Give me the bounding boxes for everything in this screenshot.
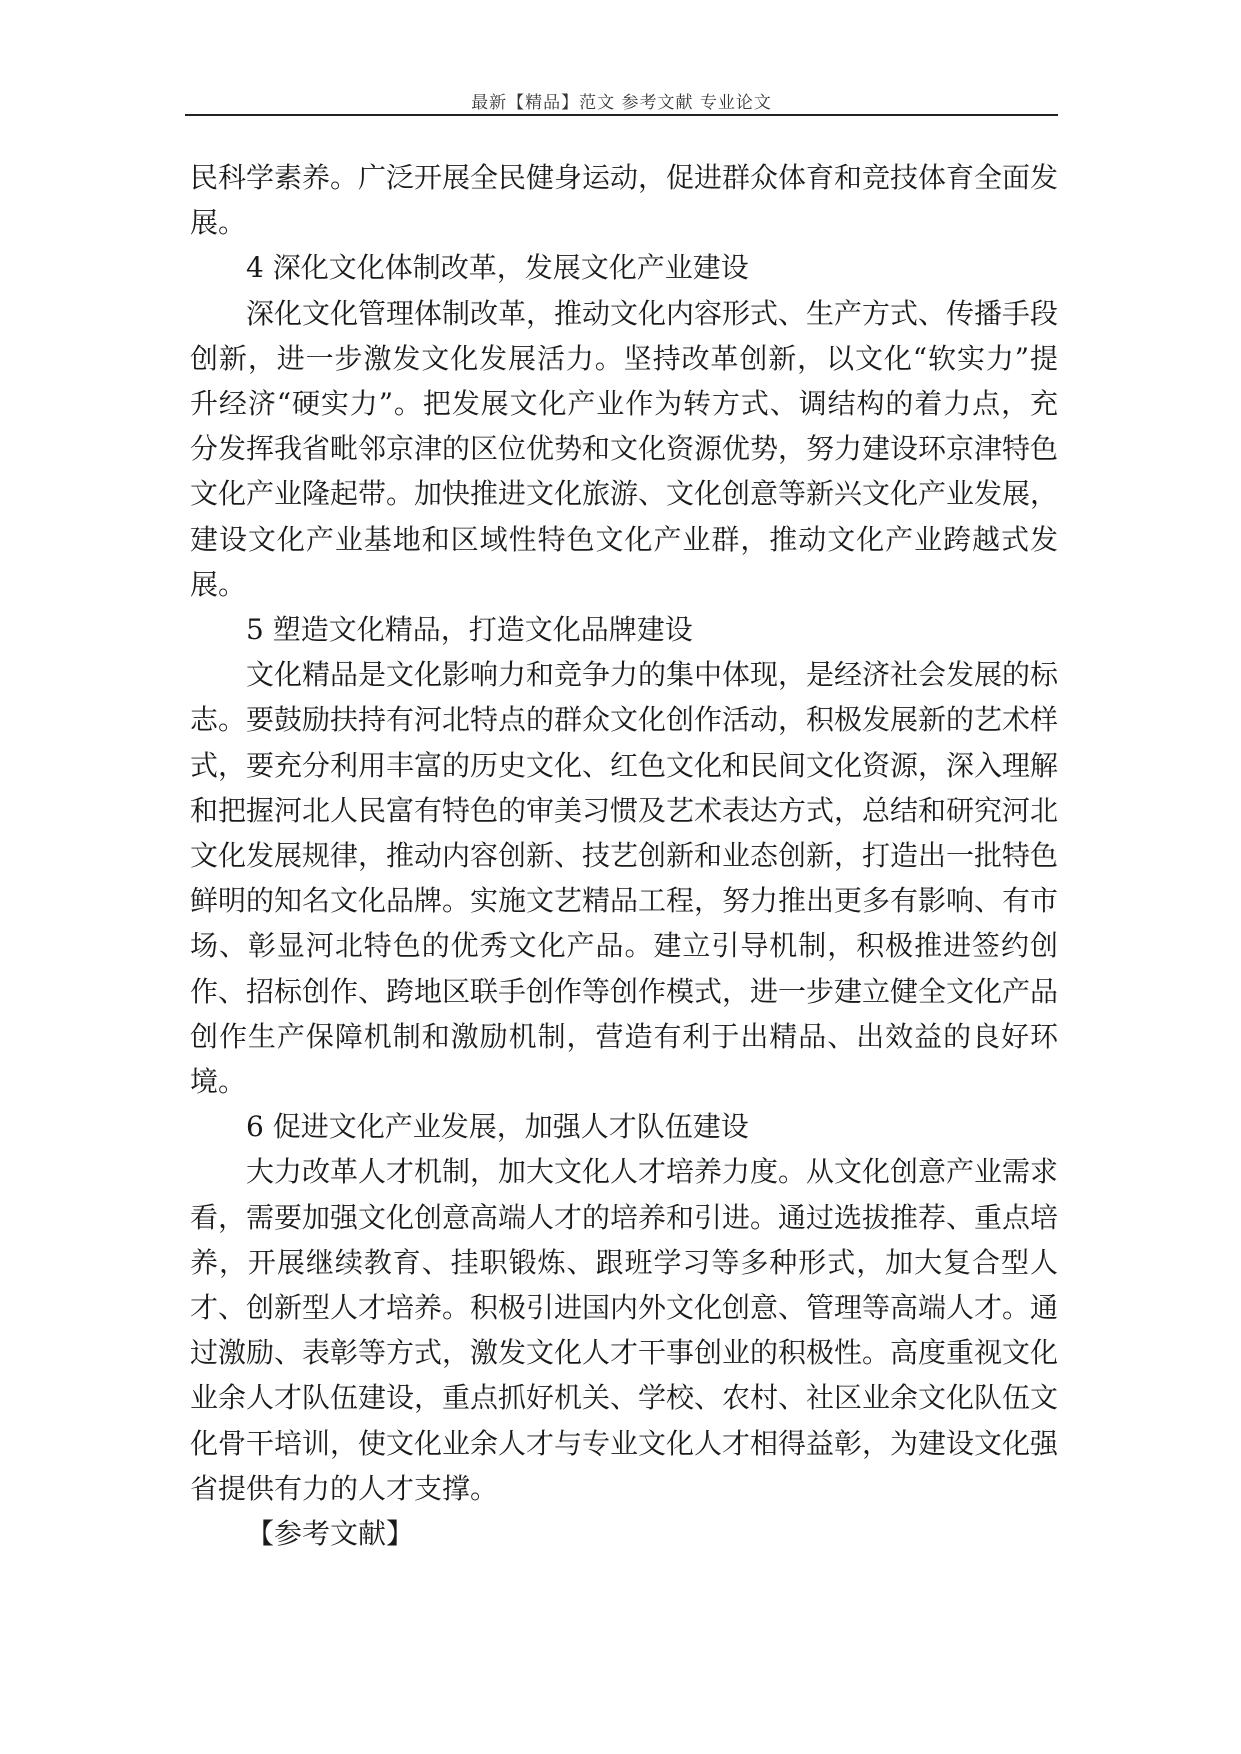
header-rule	[185, 114, 1058, 116]
section-heading-4: 4 深化文化体制改革，发展文化产业建设	[246, 251, 749, 285]
page-header: 最新【精品】范文 参考文献 专业论文	[471, 93, 772, 113]
document-body	[190, 155, 1058, 1556]
section-heading-6: 6 促进文化产业发展，加强人才队伍建设	[246, 1110, 749, 1144]
paragraph-cultural-reform: 深化文化管理体制改革，推动文化内容形式、生产方式、传播手段创新，进一步激发文化发展活力。坚持改革创新，以文化“软实力”提升经济“硬实力”。把发展文化产业作为转方式、调结构的着力点，充分发挥我省毗邻京津的区位优势和文化资源优势，努力建设环京津特色文化产业隆起带。加快推进文化旅游、文化创意等新兴文化产业发展，建设文化产业基地和区域性特色文化产业群，推动文化产业跨越式发展。	[190, 296, 1059, 601]
paragraph-continuation: 民科学素养。广泛开展全民健身运动，促进群众体育和竞技体育全面发展。	[190, 161, 1059, 240]
references-heading: 【参考文献】	[246, 1517, 415, 1551]
paragraph-talent-building: 大力改革人才机制，加大文化人才培养力度。从文化创意产业需求看，需要加强文化创意高端人才的培养和引进。通过选拔推荐、重点培养，开展继续教育、挂职锻炼、跟班学习等多种形式，加大复合型人才、创新型人才培养。积极引进国内外文化创意、管理等高端人才。通过激励、表彰等方式，激发文化人才干事创业的积极性。高度重视文化业余人才队伍建设，重点抓好机关、学校、农村、社区业余文化队伍文化骨干培训，使文化业余人才与专业文化人才相得益彰，为建设文化强省提供有力的人才支撑。	[190, 1155, 1059, 1505]
paragraph-cultural-brands: 文化精品是文化影响力和竞争力的集中体现，是经济社会发展的标志。要鼓励扶持有河北特点的群众文化创作活动，积极发展新的艺术样式，要充分利用丰富的历史文化、红色文化和民间文化资源，深入理解和把握河北人民富有特色的审美习惯及艺术表达方式，总结和研究河北文化发展规律，推动内容创新、技艺创新和业态创新，打造出一批特色鲜明的知名文化品牌。实施文艺精品工程，努力推出更多有影响、有市场、彰显河北特色的优秀文化产品。建立引导机制，积极推进签约创作、招标创作、跨地区联手创作等创作模式，进一步建立健全文化产品创作生产保障机制和激励机制，营造有利于出精品、出效益的良好环境。	[190, 658, 1059, 1099]
section-heading-5: 5 塑造文化精品，打造文化品牌建设	[246, 613, 693, 647]
